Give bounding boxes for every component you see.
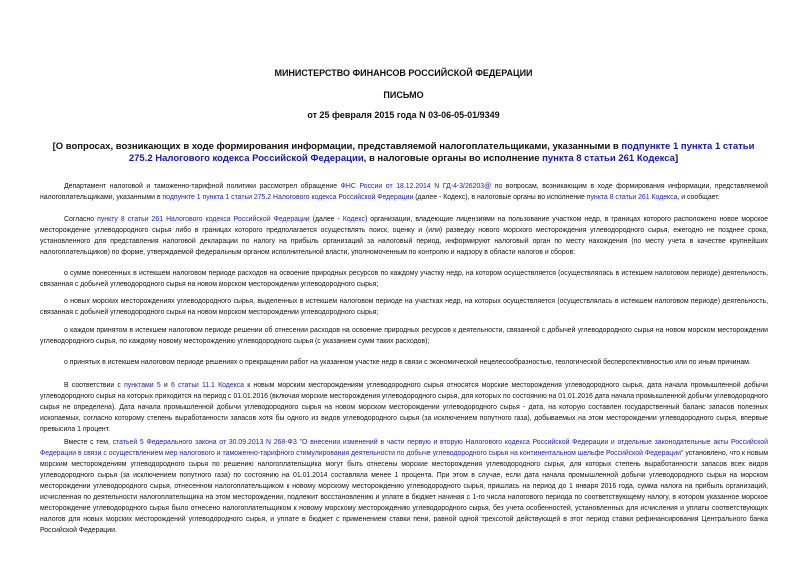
paragraph-2 [40, 214, 768, 258]
paragraph-text: Согласно [64, 216, 98, 223]
paragraph-text: и [160, 382, 171, 389]
paragraph-8 [40, 437, 768, 536]
link-fns-letter[interactable]: ФНС России от 18.12.2014 N ГД-4-3/26203@ [340, 183, 492, 190]
paragraph-4 [40, 296, 768, 318]
paragraph-7 [40, 380, 768, 435]
link-points-5[interactable]: пунктами 5 [124, 382, 161, 389]
title-text: [О вопросах, возникающих в ходе формирования информации, представляемой налогоплательщиками, указанными в [52, 141, 622, 152]
paragraph-6 [40, 357, 768, 368]
paragraph-text: (далее - [309, 216, 343, 223]
paragraph-1 [40, 181, 768, 203]
link-article-275-2[interactable]: подпункте 1 пункта 1 статьи 275.2 Налогового кодекса Российской Федерации [162, 194, 414, 201]
document-title [40, 141, 767, 165]
paragraph-text: ) организации, владеющие лицензиями на пользование участком недр, в границах которого расположено новое морское месторождение углеводородного сырья либо в границах которого предполагается осуществлять поиск, оценку и (или) разведку нового морского месторождения углеводородного сырья, ежегодно не позднее срока, установленного для представления налоговой декларации по налогу на прибыль организаций за налоговый период, информируют налоговый орган по месту нахождения (по месту учета в качестве крупнейших налогоплательщиков) по форме, утверждаемой федеральным органом исполнительной власти, уполномоченным по контролю и надзору в области налогов и сборов: [40, 216, 768, 256]
link-tax-code[interactable]: Кодекс [342, 216, 365, 223]
paragraph-text: о сумме понесенных в истекшем налоговом периоде расходов на освоение природных ресурсов по каждому участку недр, на котором осуществляется (осуществлялась в истекшем налоговом периоде) деятельность, связанная с добычей углеводородного сырья на новом морском месторождении углеводородного сырья; [40, 270, 768, 288]
ministry-heading: МИНИСТЕРСТВО ФИНАНСОВ РОССИЙСКОЙ ФЕДЕРАЦИИ [274, 68, 533, 78]
link-article-261-p8[interactable]: пункта 8 статьи 261 Кодекса [586, 194, 678, 201]
paragraph-text: Департамент налоговой и таможенно-тарифной политики рассмотрел обращение [64, 183, 341, 190]
paragraph-text: В соответствии с [64, 382, 125, 389]
title-text: , в налоговые органы во исполнение [363, 153, 543, 164]
paragraph-text: о каждом принятом в истекшем налоговом периоде решении об отнесении расходов на освоение природных ресурсов к деятельности, связанной с добычей углеводородного сырья на новом морском месторождении углеводородного сырья, по каждому новому месторождению углеводородного сырья (с указанием сумм таких расходов); [40, 327, 768, 345]
paragraph-text: о новых морских месторождениях углеводородного сырья, выделенных в истекшем налоговом периоде на участках недр, на которых осуществляется (осуществлялась в истекшем налоговом периоде) деятельность, связанная с добычей углеводородного сырья на новом морском месторождении углеводородного сырья; [40, 298, 768, 316]
title-link-article-261[interactable]: пункта 8 статьи 261 Кодекса [542, 153, 675, 164]
title-link-article-275-2[interactable]: подпункте 1 пункта 1 статьи 275.2 Налогового кодекса Российской Федерации [128, 141, 755, 164]
document-type-heading: ПИСЬМО [383, 90, 424, 100]
paragraph-text: по вопросам, возникающим в ходе формирования информации, представляемой налогоплательщиками, указанными в [40, 183, 768, 201]
paragraph-text: о принятых в истекшем налоговом периоде решениях о прекращении работ на указанном участке недр в связи с экономической нецелесообразностью, геологической бесперспективностью или по иным причинам. [64, 359, 751, 366]
link-tax-code-article-261[interactable]: пункту 8 статьи 261 Налогового кодекса Российской Федерации [97, 216, 310, 223]
paragraph-3 [40, 268, 768, 290]
paragraph-text: Вместе с тем, [64, 439, 113, 446]
document-date-line: от 25 февраля 2015 года N 03-06-05-01/9349 [307, 110, 500, 120]
paragraph-text: (далее - Кодекс), в налоговые органы во исполнение [413, 194, 587, 201]
title-text: ] [674, 153, 679, 164]
paragraph-5 [40, 325, 768, 347]
link-article-11-1[interactable]: 6 статьи 11.1 Кодекса [170, 382, 244, 389]
paragraph-text: , и сообщает. [677, 194, 720, 201]
paragraph-text: установлено, что к новым морским месторождениям углеводородного сырья по решению налогоплательщика могут быть отнесены морские месторождения углеводородного сырья, для которых степень выработанности запасов всех видов углеводородного сырья (за исключением попутного газа) по состоянию на 01.01.2014 составляла менее 1 процента. При этом в случае, если дата начала промышленной добычи углеводородного сырья на морском месторождении углеводородного сырья, отнесенном налогоплательщиком к новому морскому месторождению углеводородного сырья, пришлась на период до 1 января 2016 года, сумма налога на прибыль организаций, исчисленная по деятельности налогоплательщика на этом месторождении, подлежит восстановлению и уплате в бюджет начиная с 1-го числа налогового периода по соответствующему налогу, в котором указанное морское месторождение углеводородного сырья было отнесено налогоплательщиком к новому морскому месторождению углеводородного сырья, без учета особенностей, установленных для исчисления и уплаты соответствующих налогов для новых морских месторождений углеводородного сырья, и уплате в бюджет с применением ставки пени, равной одной трехсотой действующей в этот период ставки рефинансирования Центрального банка Российской Федерации. [40, 450, 768, 534]
paragraph-text: к новым морским месторождениям углеводородного сырья относятся морские месторождения углеводородного сырья, дата начала промышленной добычи углеводородного сырья на которых приходится на период с 01.01.2016 (включая морские месторождения углеводородного сырья, для которых по состоянию на 01.01.2016 дата начала промышленной добычи углеводородного сырья не определена). Дата начала промышленной добычи углеводородного сырья на новом морском месторождении углеводородного сырья - дата, на которую составлен государственный баланс запасов полезных ископаемых, согласно которому степень выработанности запасов хотя бы одного из видов углеводородного сырья (за исключением попутного газа), добываемых на этом месторождении углеводородного сырья, впервые превысила 1 процент. [40, 382, 768, 433]
link-federal-law-268[interactable]: статьей 5 Федерального закона от 30.09.2013 N 268-ФЗ "О внесении изменений в части первую и вторую Налогового кодекса Российской Федерации и отдельные законодательные акты Российской Федерации в связи с осуществлением мер налогового и таможенно-тарифного стимулирования деятельности по добыче углеводородного сырья на континентальном шельфе Российской Федерации" [40, 439, 768, 457]
